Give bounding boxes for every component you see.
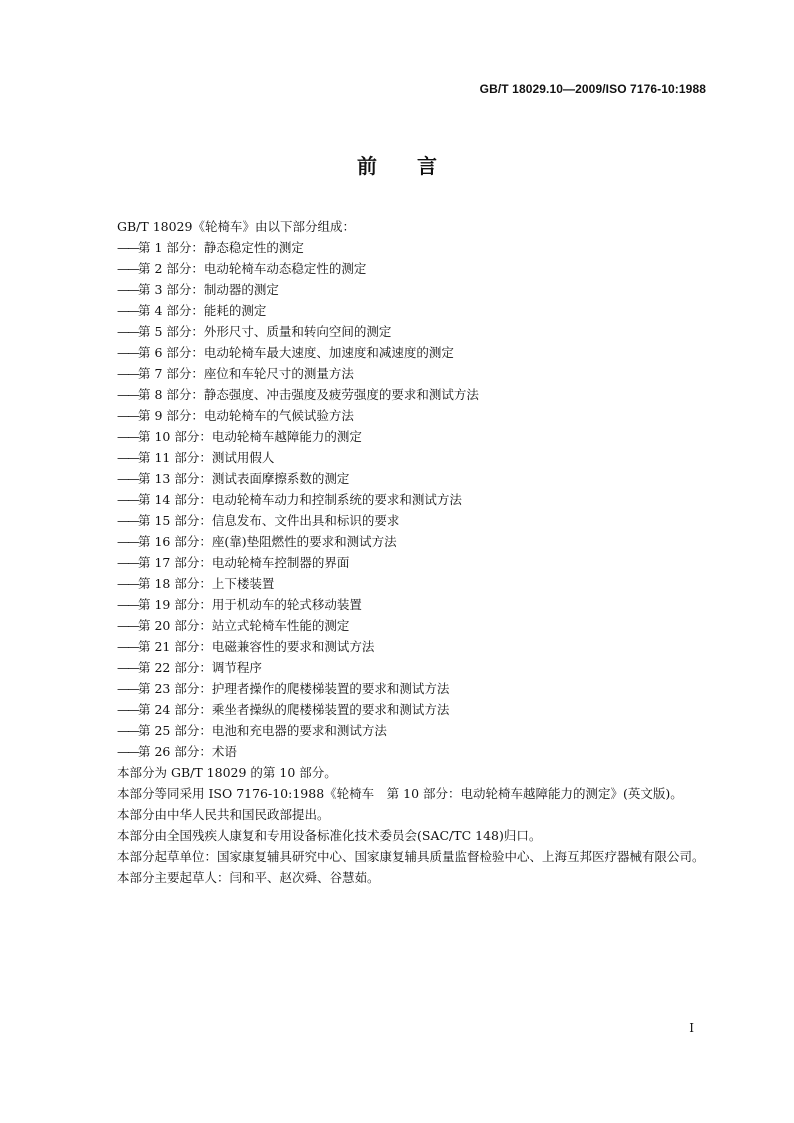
list-item-text: 第 19 部分：用于机动车的轮式移动装置 — [138, 597, 362, 612]
list-item — [90, 426, 712, 447]
statement-proposer: 本部分由中华人民共和国民政部提出。 — [117, 807, 330, 822]
list-item — [90, 510, 712, 531]
list-item — [90, 279, 712, 300]
list-item — [90, 447, 712, 468]
list-dash: —— — [117, 534, 138, 549]
statement-drafters: 本部分主要起草人：闫和平、赵次舜、谷慧茹。 — [117, 870, 380, 885]
list-item-text: 第 15 部分：信息发布、文件出具和标识的要求 — [138, 513, 400, 528]
list-dash: —— — [117, 303, 138, 318]
list-item-text: 第 14 部分：电动轮椅车动力和控制系统的要求和测试方法 — [138, 492, 462, 507]
list-item-text: 第 8 部分：静态强度、冲击强度及疲劳强度的要求和测试方法 — [138, 387, 479, 402]
list-item — [90, 573, 712, 594]
list-item-text: 第 21 部分：电磁兼容性的要求和测试方法 — [138, 639, 375, 654]
statement-part-number: 本部分为 GB/T 18029 的第 10 部分。 — [117, 765, 337, 780]
list-item-text: 第 4 部分：能耗的测定 — [138, 303, 267, 318]
list-item-text: 第 23 部分：护理者操作的爬楼梯装置的要求和测试方法 — [138, 681, 450, 696]
list-item — [90, 552, 712, 573]
list-dash: —— — [117, 618, 138, 633]
list-item — [90, 363, 712, 384]
list-item — [90, 594, 712, 615]
statement-responsible: 本部分由全国残疾人康复和专用设备标准化技术委员会(SAC/TC 148)归口。 — [117, 828, 542, 843]
list-item-text: 第 7 部分：座位和车轮尺寸的测量方法 — [138, 366, 354, 381]
page-number: I — [689, 1021, 694, 1035]
list-item — [90, 615, 712, 636]
list-item — [90, 258, 712, 279]
list-dash: —— — [117, 282, 138, 297]
list-dash: —— — [117, 492, 138, 507]
list-item — [90, 741, 712, 762]
page-title: 前 言 — [357, 154, 437, 178]
list-item-text: 第 2 部分：电动轮椅车动态稳定性的测定 — [138, 261, 367, 276]
list-item-text: 第 5 部分：外形尺寸、质量和转向空间的测定 — [138, 324, 392, 339]
list-item-text: 第 13 部分：测试表面摩擦系数的测定 — [138, 471, 350, 486]
list-item-text: 第 24 部分：乘坐者操纵的爬楼梯装置的要求和测试方法 — [138, 702, 450, 717]
list-item-text: 第 17 部分：电动轮椅车控制器的界面 — [138, 555, 350, 570]
list-dash: —— — [117, 660, 138, 675]
list-dash: —— — [117, 324, 138, 339]
list-dash: —— — [117, 387, 138, 402]
list-item-text: 第 11 部分：测试用假人 — [138, 450, 275, 465]
list-dash: —— — [117, 702, 138, 717]
list-item-text: 第 6 部分：电动轮椅车最大速度、加速度和减速度的测定 — [138, 345, 454, 360]
list-dash: —— — [117, 471, 138, 486]
list-dash: —— — [117, 345, 138, 360]
statement-adoption: 本部分等同采用 ISO 7176-10:1988《轮椅车 第 10 部分：电动轮椅车越障能力的测定》(英文版)。 — [117, 786, 683, 801]
list-item-text: 第 26 部分：术语 — [138, 744, 237, 759]
list-dash: —— — [117, 639, 138, 654]
list-item — [90, 678, 712, 699]
list-dash: —— — [117, 744, 138, 759]
list-item — [90, 699, 712, 720]
list-dash: —— — [117, 261, 138, 276]
list-item — [90, 636, 712, 657]
statement-drafting-units: 本部分起草单位：国家康复辅具研究中心、国家康复辅具质量监督检验中心、上海互邦医疗器械有限公司。 — [117, 849, 705, 864]
list-item-text: 第 25 部分：电池和充电器的要求和测试方法 — [138, 723, 387, 738]
list-item — [90, 468, 712, 489]
list-item — [90, 300, 712, 321]
list-dash: —— — [117, 723, 138, 738]
list-dash: —— — [117, 240, 138, 255]
list-item-text: 第 10 部分：电动轮椅车越障能力的测定 — [138, 429, 362, 444]
list-item — [90, 321, 712, 342]
list-item — [90, 489, 712, 510]
list-dash: —— — [117, 555, 138, 570]
list-item — [90, 342, 712, 363]
list-dash: —— — [117, 408, 138, 423]
list-item — [90, 405, 712, 426]
list-item — [90, 720, 712, 741]
standard-number: GB/T 18029.10—2009/ISO 7176-10:1988 — [479, 82, 706, 96]
list-dash: —— — [117, 576, 138, 591]
list-dash: —— — [117, 681, 138, 696]
list-item-text: 第 20 部分：站立式轮椅车性能的测定 — [138, 618, 350, 633]
list-item-text: 第 16 部分：座(靠)垫阻燃性的要求和测试方法 — [138, 534, 397, 549]
list-dash: —— — [117, 450, 138, 465]
list-dash: —— — [117, 429, 138, 444]
foreword-body — [90, 216, 712, 888]
list-item — [90, 531, 712, 552]
list-dash: —— — [117, 513, 138, 528]
parts-list — [90, 237, 712, 762]
list-dash: —— — [117, 366, 138, 381]
list-item — [90, 384, 712, 405]
list-item-text: 第 18 部分：上下楼装置 — [138, 576, 275, 591]
list-item-text: 第 22 部分：调节程序 — [138, 660, 262, 675]
list-item — [90, 237, 712, 258]
list-dash: —— — [117, 597, 138, 612]
intro-line: GB/T 18029《轮椅车》由以下部分组成： — [117, 219, 355, 234]
list-item-text: 第 3 部分：制动器的测定 — [138, 282, 279, 297]
list-item — [90, 657, 712, 678]
list-item-text: 第 9 部分：电动轮椅车的气候试验方法 — [138, 408, 354, 423]
list-item-text: 第 1 部分：静态稳定性的测定 — [138, 240, 304, 255]
